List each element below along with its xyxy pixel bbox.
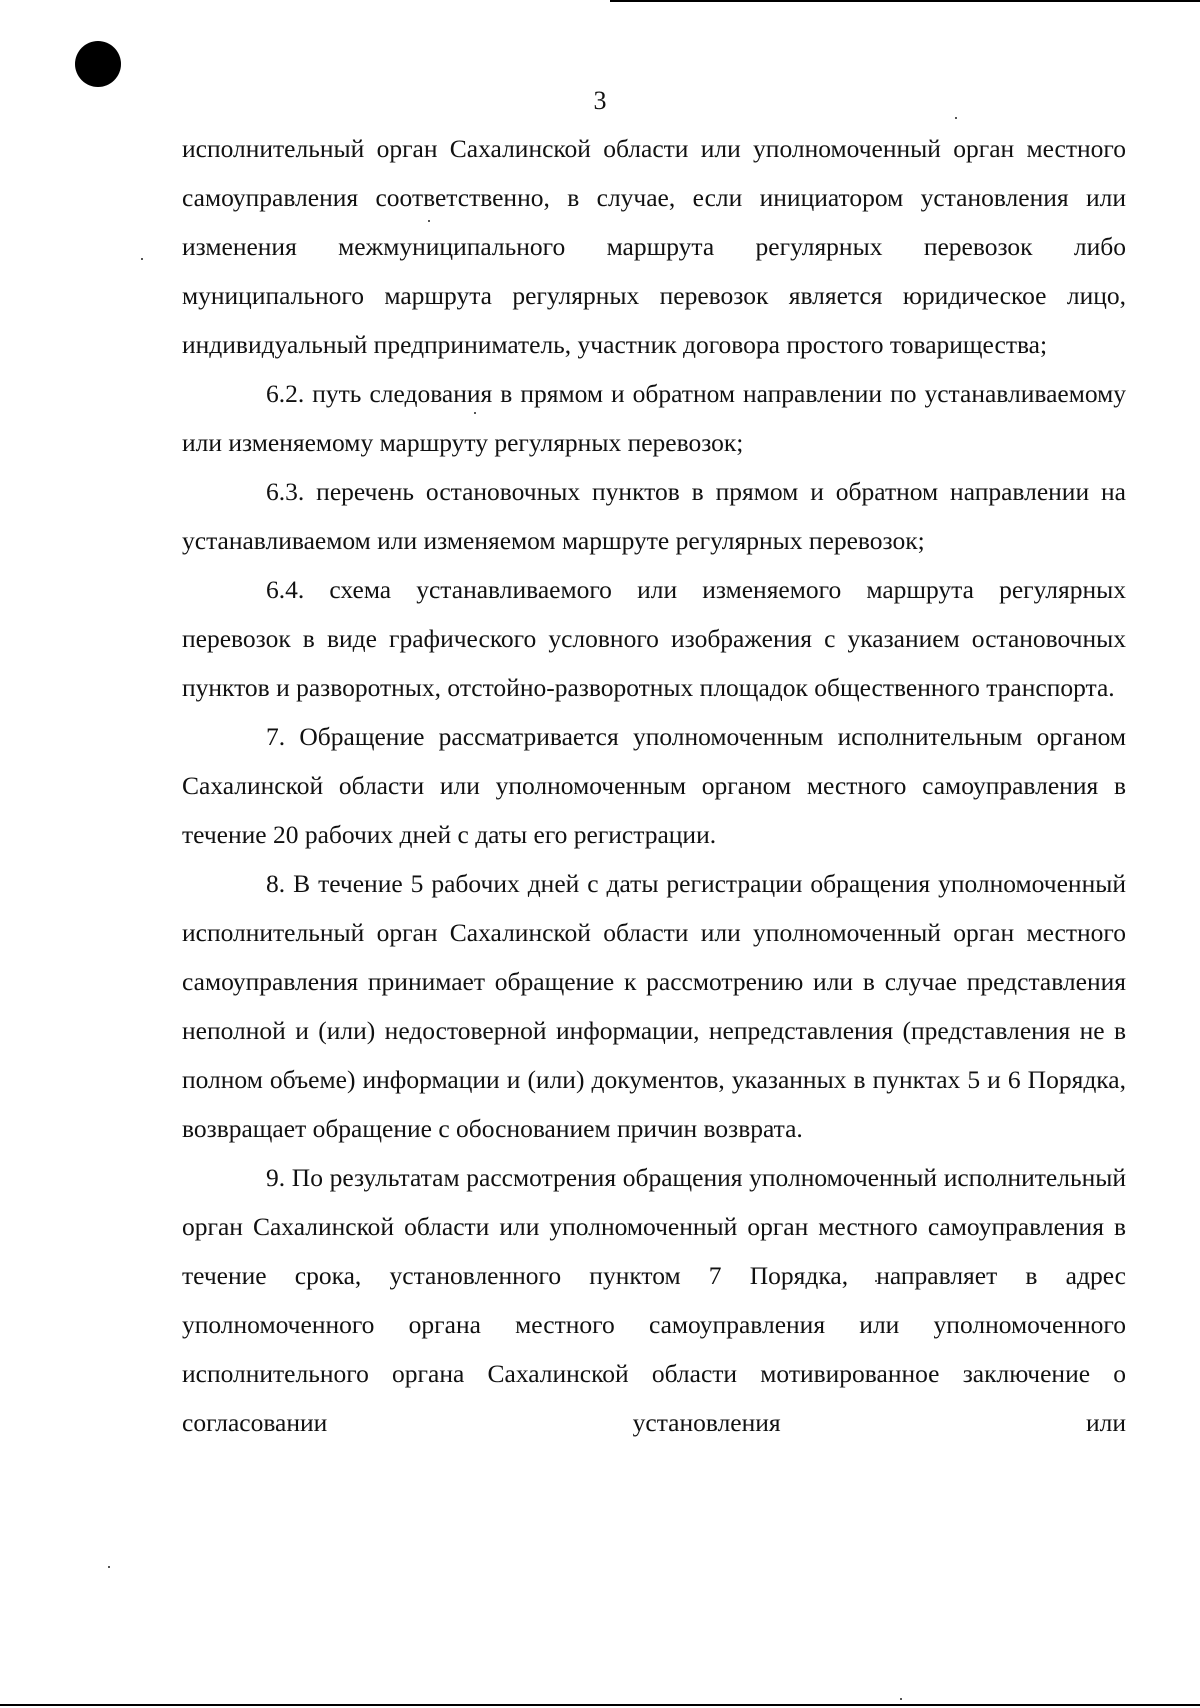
paragraph-6-3: 6.3. перечень остановочных пунктов в прямом и обратном направлении на устанавливаемом или изменяемом маршруте регулярных перевозок; bbox=[182, 477, 1126, 555]
page-number: 3 bbox=[593, 86, 607, 115]
scan-edge-top bbox=[610, 0, 1200, 2]
scan-speck bbox=[108, 1566, 110, 1568]
scan-speck bbox=[955, 117, 957, 119]
document-body bbox=[182, 124, 1126, 1447]
paragraph-7: 7. Обращение рассматривается уполномоченным исполнительным органом Сахалинской области или уполномоченным органом местного самоуправления в течение 20 рабочих дней с даты его регистрации. bbox=[182, 722, 1126, 849]
paragraph-6-4: 6.4. схема устанавливаемого или изменяемого маршрута регулярных перевозок в виде графического условного изображения с указанием остановочных пунктов и разворотных, отстойно-разворотных площадок общественного транспорта. bbox=[182, 575, 1126, 702]
scan-speck bbox=[141, 258, 143, 260]
paragraph-continuation: исполнительный орган Сахалинской области или уполномоченный орган местного самоуправления соответственно, в случае, если инициатором установления или изменения межмуниципального маршрута регулярных перевозок либо муниципального маршрута регулярных перевозок является юридическое лицо, индивидуальный предприниматель, участник договора простого товарищества; bbox=[182, 134, 1126, 359]
scan-speck bbox=[900, 1698, 902, 1700]
punch-hole-mark bbox=[75, 41, 121, 87]
paragraph-9: 9. По результатам рассмотрения обращения уполномоченный исполнительный орган Сахалинской области или уполномоченный орган местного самоуправления в течение срока, установленного пунктом 7 Порядка, направляет в адрес уполномоченного органа местного самоуправления или уполномоченного исполнительного органа Сахалинской области мотивированное заключение о согласовании установления или bbox=[182, 1163, 1126, 1437]
paragraph-6-2: 6.2. путь следования в прямом и обратном направлении по устанавливаемому или изменяемому маршруту регулярных перевозок; bbox=[182, 379, 1126, 457]
scan-edge-bottom bbox=[0, 1704, 1200, 1706]
paragraph-8: 8. В течение 5 рабочих дней с даты регистрации обращения уполномоченный исполнительный орган Сахалинской области или уполномоченный орган местного самоуправления принимает обращение к рассмотрению или в случае представления неполной и (или) недостоверной информации, непредставления (представления не в полном объеме) информации и (или) документов, указанных в пунктах 5 и 6 Порядка, возвращает обращение с обоснованием причин возврата. bbox=[182, 869, 1126, 1143]
